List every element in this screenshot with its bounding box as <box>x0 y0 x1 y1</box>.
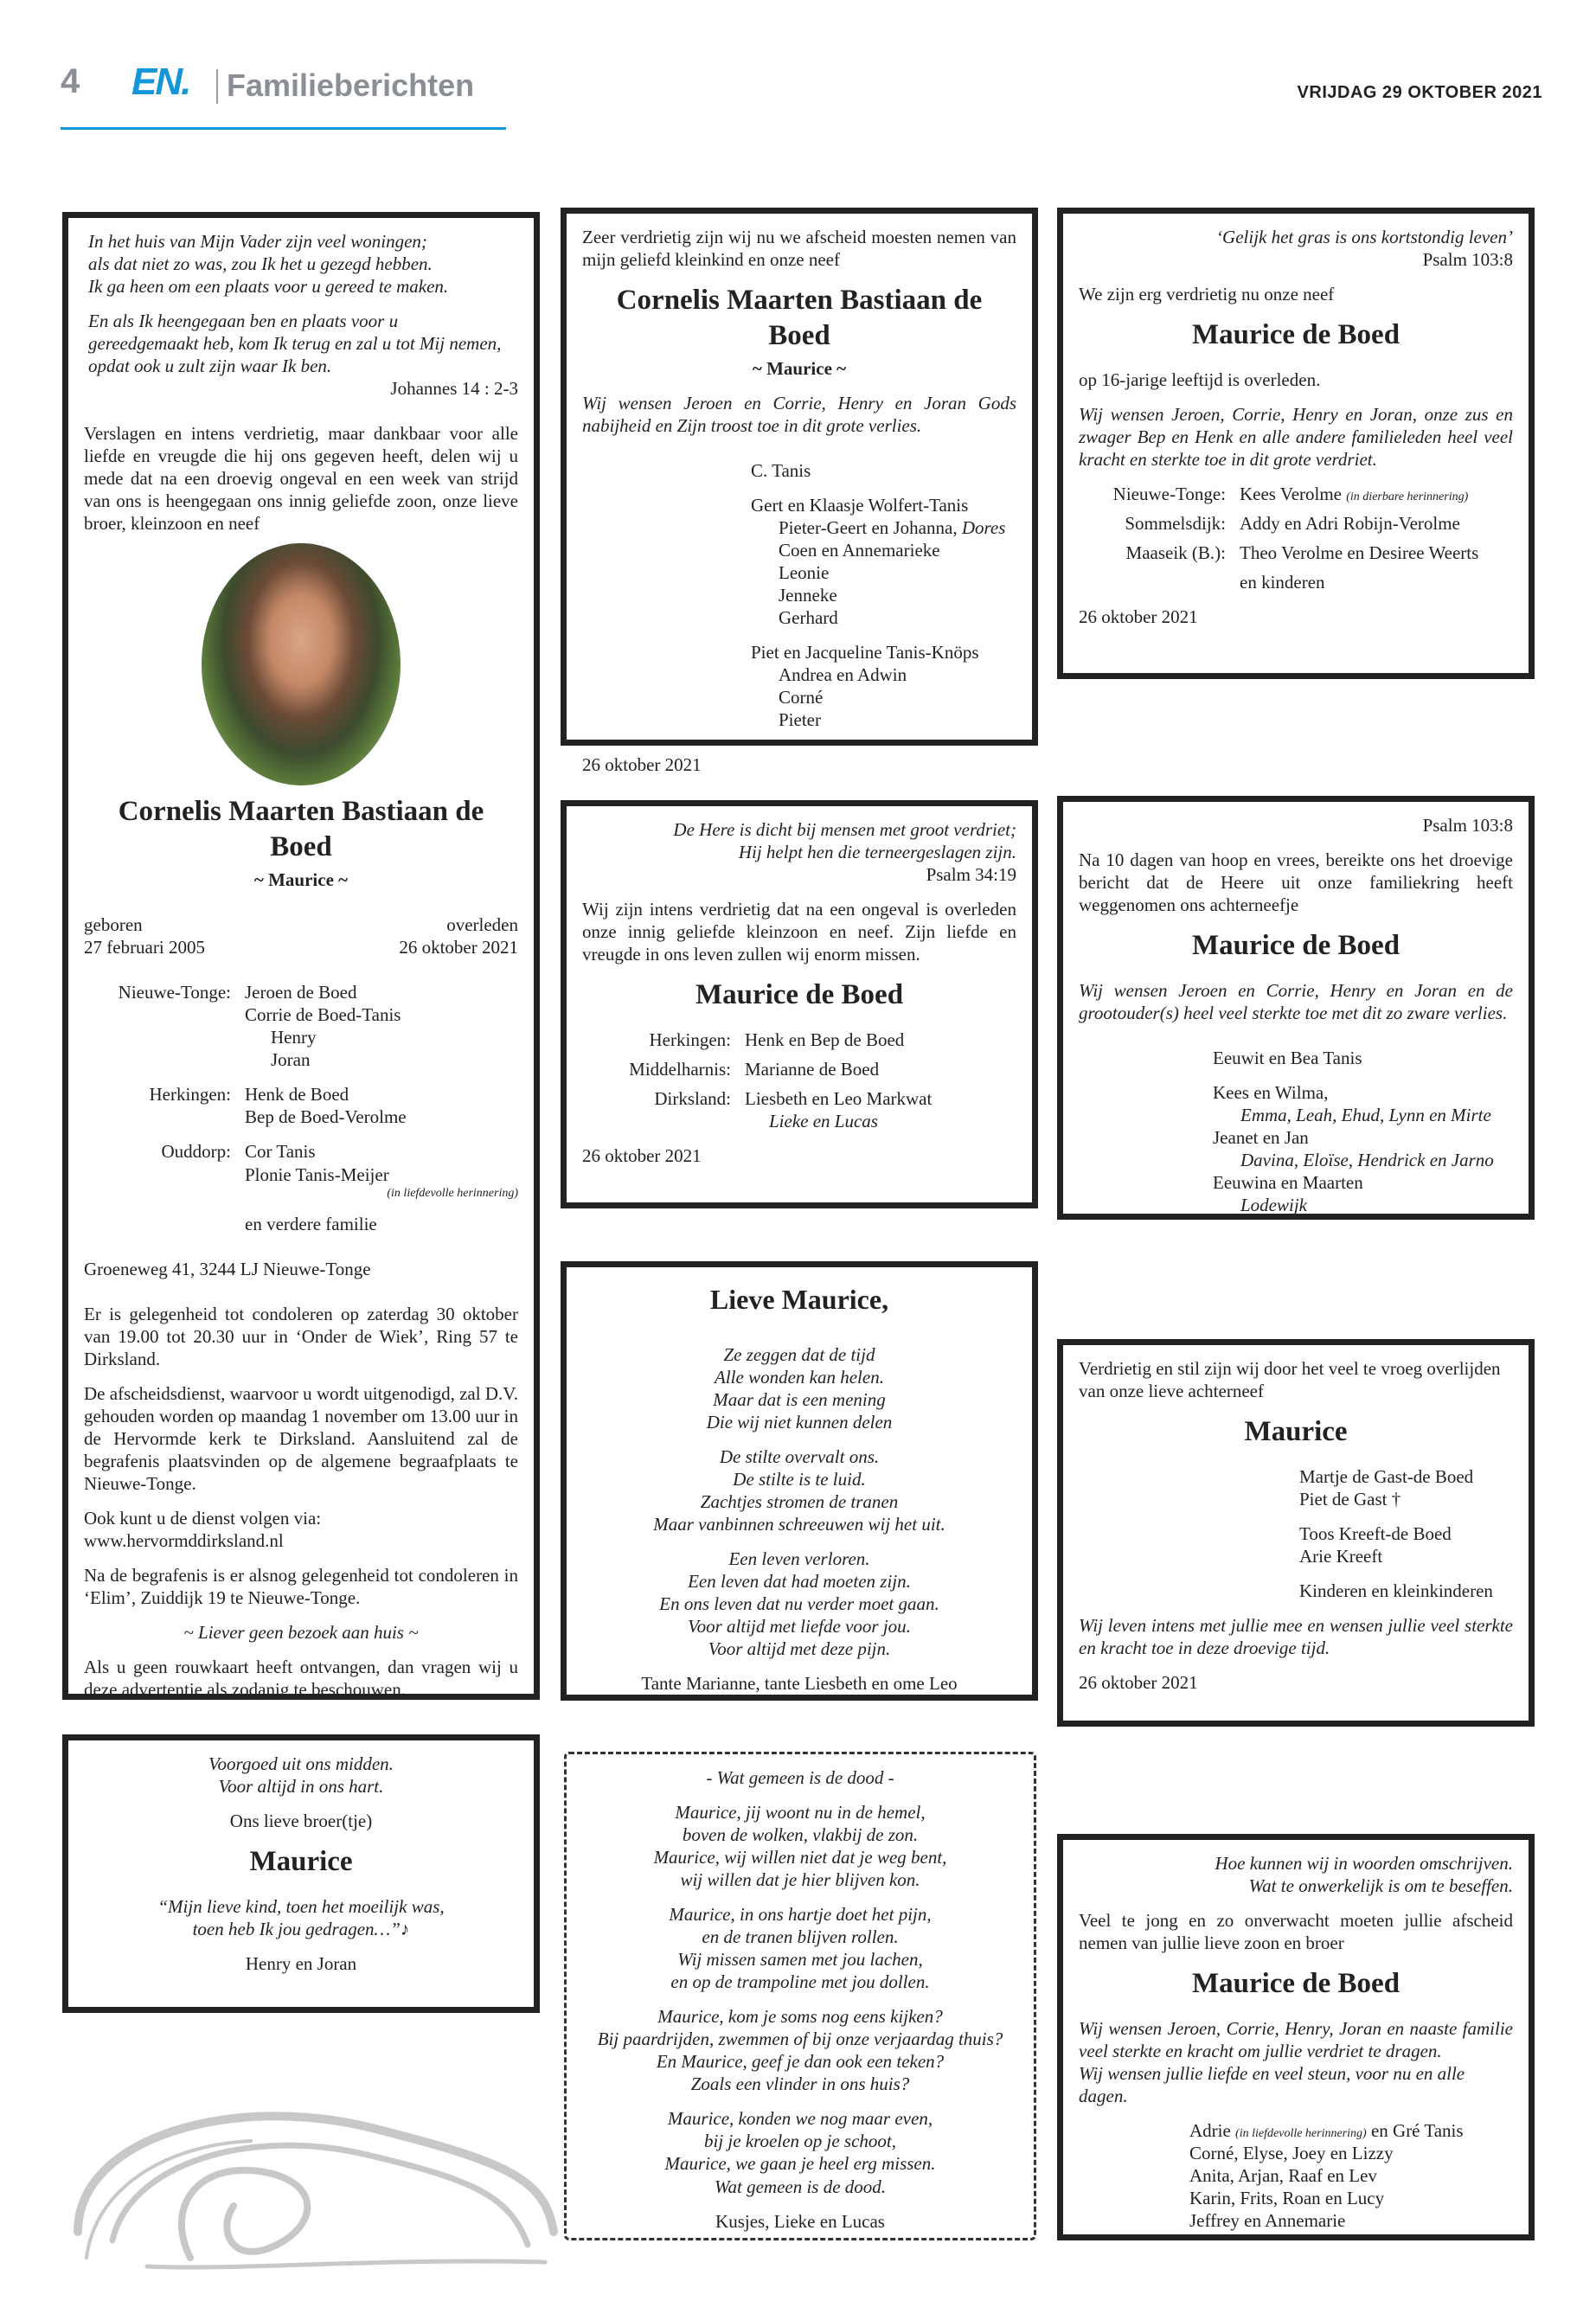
family-place: Ouddorp: <box>161 1141 231 1163</box>
poem-line: Een leven verloren. <box>728 1548 870 1569</box>
deceased-name: Maurice <box>1244 1416 1348 1448</box>
poem-line: De stilte overvalt ons. <box>719 1445 880 1467</box>
home-address: Groeneweg 41, 3244 LJ Nieuwe-Tonge <box>84 1258 371 1279</box>
decorative-swirl <box>61 2059 562 2275</box>
quote: ‘Gelijk het gras is ons kortstondig leven’ <box>1216 227 1513 247</box>
family-member: Cor Tanis <box>245 1141 316 1163</box>
born-date: 27 februari 2005 <box>84 937 205 958</box>
deceased-name: Maurice de Boed <box>1191 1968 1401 2000</box>
poem-line: De stilte is te luid. <box>733 1468 866 1490</box>
signatory: Arie Kreeft <box>1299 1546 1383 1567</box>
family-member: Jeroen de Boed <box>245 982 357 1003</box>
family-member: Henry <box>271 1027 317 1048</box>
poem-line: en op de trampoline met jou dollen. <box>670 1971 930 1993</box>
signatory: Marianne de Boed <box>745 1059 880 1080</box>
signatory-child: Corné <box>779 687 824 708</box>
poem-line: En Maurice, geef je dan ook een teken? <box>656 2051 945 2073</box>
verse-line: En als Ik heengegaan ben en plaats voor u <box>88 311 399 332</box>
notice-intro: Veel te jong en zo onverwacht moeten jullie afscheid nemen van jullie lieve zoon en broer <box>1079 1910 1513 1954</box>
poem-line: boven de wolken, vlakbij de zon. <box>682 1824 919 1846</box>
age-text: op 16-jarige leeftijd is overleden. <box>1079 369 1321 390</box>
poem-line: wij willen dat je hier blijven kon. <box>680 1869 920 1891</box>
notice-signature: Henry en Joran <box>245 1953 357 1975</box>
signatory-place: Nieuwe-Tonge: <box>1112 484 1226 505</box>
poem-line: Wij missen samen met jou lachen, <box>677 1949 923 1971</box>
poem-line: Voor altijd met deze pijn. <box>708 1638 891 1660</box>
condolence-info: Er is gelegenheid tot condoleren op zaterdag 30 oktober van 19.00 tot 20.30 uur in ‘Onder de Wiek’, Ring 57 te Dirksland. <box>84 1303 518 1370</box>
signatory-place: Middelharnis: <box>629 1059 731 1080</box>
signatory-child: Davina, Eloïse, Hendrick en Jarno <box>1240 1150 1494 1171</box>
header-rule <box>61 127 506 130</box>
signatory-row <box>1079 542 1513 593</box>
poem-line: Voor altijd met liefde voor jou. <box>688 1616 911 1638</box>
quote-line: toen heb Ik jou gedragen…”♪ <box>192 1919 410 1940</box>
poem-signature: Tante Marianne, tante Liesbeth en ome Leo <box>641 1673 958 1695</box>
notice-grandparent <box>561 208 1038 776</box>
signatory: Karin, Frits, Roan en Lucy <box>1189 2188 1385 2209</box>
verse-line: De Here is dicht bij mensen met groot verdriet; <box>673 819 1016 840</box>
en-logo[interactable]: EN. <box>131 61 190 103</box>
family-group <box>84 981 518 1071</box>
verse-reference: Psalm 34:19 <box>926 864 1016 886</box>
notice-intro: Ons lieve broer(tje) <box>229 1811 373 1832</box>
signatory: Martje de Gast-de Boed <box>1299 1465 1474 1487</box>
poem-line: Maurice, kom je soms nog eens kijken? <box>657 2006 943 2028</box>
signatory: Toos Kreeft-de Boed <box>1299 1523 1452 1545</box>
signatory: Kees en Wilma, <box>1213 1082 1329 1104</box>
signatory: C. Tanis <box>751 459 811 481</box>
signatory-child: Andrea en Adwin <box>779 664 907 686</box>
poem-wat-gemeen-is-de-dood <box>564 1752 1036 2240</box>
signatory-child: Jenneke <box>779 585 837 606</box>
poem-lieve-maurice <box>561 1261 1038 1701</box>
signatory: Liesbeth en Leo Markwat <box>745 1088 933 1110</box>
died-date: 26 oktober 2021 <box>399 937 518 958</box>
wish-text: Wij wensen Jeroen en Corrie, Henry en Joran Gods nabijheid en Zijn troost toe in dit grote verlies. <box>582 392 1016 436</box>
signatory-child-name: Pieter-Geert en Johanna, <box>779 517 958 539</box>
signatory-child: Leonie <box>779 562 830 584</box>
signatory-child: Lieke en Lucas <box>769 1111 878 1132</box>
signatory: Jeanet en Jan <box>1213 1127 1309 1149</box>
signatory-child: Pieter <box>779 709 821 731</box>
notice-tanis-family <box>1057 796 1535 1220</box>
family-group <box>84 1083 518 1128</box>
wish-text: Wij wensen Jeroen en Corrie, Henry en Joran en de grootouder(s) heel veel sterkte toe met dit zo zware verlies. <box>1079 980 1513 1024</box>
signatory <box>1189 2119 1513 2142</box>
signatory-name: en Gré Tanis <box>1370 2120 1464 2142</box>
signatory-place: Maaseik (B.): <box>1125 542 1226 564</box>
verse-line: Hij helpt hen die terneergeslagen zijn. <box>738 842 1016 863</box>
deceased-nickname: ~ Maurice ~ <box>253 869 349 891</box>
poem-line: Een leven dat had moeten zijn. <box>688 1570 911 1592</box>
family-place: Herkingen: <box>149 1084 231 1106</box>
memory-note: (in liefdevolle herinnering) <box>1235 2127 1367 2141</box>
family-member: Bep de Boed-Verolme <box>245 1106 407 1128</box>
notice-date: 26 oktober 2021 <box>582 1145 702 1167</box>
header-separator <box>216 69 218 104</box>
signatory: Piet en Jacqueline Tanis-Knöps <box>751 642 979 663</box>
family-place: Nieuwe-Tonge: <box>118 982 231 1003</box>
deceased-name: Cornelis Maarten Bastiaan de Boed <box>616 285 983 351</box>
notice-intro: Wij zijn intens verdrietig dat na een ongeval is overleden onze innig geliefde kleinzoon en neef. Zijn liefde en vreugde in ons leven zullen wij enorm missen. <box>582 899 1016 965</box>
verse-line: In het huis van Mijn Vader zijn veel woningen; <box>88 231 427 252</box>
poem-line: Alle wonden kan helen. <box>715 1366 884 1388</box>
signatory-row <box>582 1029 1016 1051</box>
signatory-child: Emma, Leah, Ehud, Lynn en Mirte <box>1240 1105 1491 1126</box>
signatory: Kees Verolme <box>1240 484 1342 505</box>
signatory-row <box>582 1087 1016 1132</box>
signatory: Corné, Elyse, Joey en Lizzy <box>1189 2143 1394 2164</box>
signatory-grandchild: Dores <box>961 517 1006 539</box>
notice-date: 26 oktober 2021 <box>582 754 702 776</box>
section-title: Familieberichten <box>227 67 475 103</box>
signatory-extra: en kinderen <box>1240 572 1325 593</box>
deceased-name: Maurice de Boed <box>695 979 904 1011</box>
notice-intro: Zeer verdrietig zijn wij nu we afscheid moesten nemen van mijn geliefd kleinkind en onze neef <box>582 227 1016 271</box>
memory-note: (in liefdevolle herinnering) <box>387 1186 518 1200</box>
signatory: Eeuwina en Maarten <box>1213 1172 1363 1194</box>
signatory: Jeffrey en Annemarie <box>1189 2210 1346 2232</box>
signatory: Theo Verolme en Desiree Weerts <box>1240 542 1479 564</box>
service-info: De afscheidsdienst, waarvoor u wordt uitgenodigd, zal D.V. gehouden worden op maandag 1 november om 13.00 uur in de Hervormde kerk te Dirksland. Aansluitend zal de begrafenis plaatsvinden op de algemene begraafplaats te Nieuwe-Tonge. <box>84 1383 518 1495</box>
deceased-name: Maurice <box>249 1846 353 1878</box>
verse-line: opdat ook u zult zijn waar Ik ben. <box>88 356 332 377</box>
poem-title: Lieve Maurice, <box>709 1284 889 1315</box>
quote-reference: Psalm 103:8 <box>1422 249 1513 271</box>
signatory: Anita, Arjan, Raaf en Lev <box>1189 2165 1377 2187</box>
page-number: 4 <box>61 62 80 100</box>
born-label: geboren <box>84 914 143 936</box>
poem-line: Maurice, jij woont nu in de hemel, <box>675 1802 926 1823</box>
wish-text: Wij leven intens met jullie mee en wensen jullie veel sterkte en kracht toe in deze droevige tijd. <box>1079 1615 1513 1659</box>
verse-line: Voor altijd in ons hart. <box>218 1776 384 1798</box>
poem-line: En ons leven dat nu verder moet gaan. <box>659 1593 939 1614</box>
signatory-place: Sommelsdijk: <box>1125 513 1226 535</box>
notice-achterneef <box>1057 1339 1535 1727</box>
notice-intro: We zijn erg verdrietig nu onze neef <box>1079 284 1335 305</box>
family-member: Corrie de Boed-Tanis <box>245 1004 401 1026</box>
quote-line: “Mijn lieve kind, toen het moeilijk was, <box>157 1896 445 1917</box>
poem-line: Ze zeggen dat de tijd <box>723 1343 875 1365</box>
signatory: Henk en Bep de Boed <box>745 1029 905 1051</box>
deceased-name: Cornelis Maarten Bastiaan de Boed <box>118 796 484 863</box>
poem-line: en de tranen blijven rollen. <box>702 1926 899 1948</box>
signatory-place: Dirksland: <box>654 1088 731 1110</box>
signatory-place: Herkingen: <box>649 1029 731 1051</box>
verse-reference: Johannes 14 : 2-3 <box>390 378 518 400</box>
notice-family-main <box>62 212 540 1700</box>
signatory-name: Adrie <box>1189 2120 1231 2142</box>
died-label: overleden <box>446 914 518 936</box>
notice-intro: Verslagen en intens verdrietig, maar dankbaar voor alle liefde en vreugde die hij ons gegeven heeft, delen wij u mede dat na een droevig ongeval en een week van strijd van ons is heengegaan ons innig geliefde zoon, onze lieve broer, kleinzoon en neef <box>84 423 518 535</box>
further-family: en verdere familie <box>245 1213 377 1234</box>
poem-title: - Wat gemeen is de dood - <box>706 1767 894 1788</box>
notice-verolme <box>1057 208 1535 679</box>
verse-line: Voorgoed uit ons midden. <box>208 1753 394 1774</box>
poem-line: Zachtjes stromen de tranen <box>700 1490 899 1512</box>
no-visit-note: ~ Liever geen bezoek aan huis ~ <box>183 1622 419 1644</box>
poem-line: Maar vanbinnen schreeuwen wij het uit. <box>653 1513 945 1535</box>
online-url[interactable]: www.hervormddirksland.nl <box>84 1530 284 1552</box>
notice-date: 26 oktober 2021 <box>1079 606 1198 628</box>
signatory-child: Coen en Annemarieke <box>779 540 940 561</box>
verse-line: Hoe kunnen wij in woorden omschrijven. <box>1215 1853 1513 1874</box>
issue-date: VRIJDAG 29 OKTOBER 2021 <box>1297 83 1542 102</box>
deceased-nickname: ~ Maurice ~ <box>752 357 847 379</box>
poem-line: Maurice, we gaan je heel erg missen. <box>664 2153 936 2175</box>
family-member: Plonie Tanis-Meijer <box>245 1163 389 1185</box>
signatory-child <box>751 516 1016 539</box>
poem-line: Maurice, konden we nog maar even, <box>667 2108 933 2130</box>
deceased-name: Maurice de Boed <box>1191 319 1401 351</box>
family-member: Joran <box>271 1049 311 1071</box>
signatory: Kinderen en kleinkinderen <box>1299 1580 1493 1602</box>
notice-intro: Na 10 dagen van hoop en vrees, bereikte ons het droevige bericht dat de Heere uit onze familiekring heeft weggenomen ons achterneefje <box>1079 849 1513 916</box>
signatory-child: Gerhard <box>779 607 838 629</box>
poem-signature: Kusjes, Lieke en Lucas <box>715 2210 885 2232</box>
verse-line: Wat te onwerkelijk is om te beseffen. <box>1248 1875 1513 1897</box>
verse-line: gereedgemaakt heb, kom Ik terug en zal u tot Mij nemen, <box>88 333 502 355</box>
psalm-reference: Psalm 103:8 <box>1422 815 1513 836</box>
poem-line: Bij paardrijden, zwemmen of bij onze verjaardag thuis? <box>597 2029 1003 2050</box>
no-card-note: Als u geen rouwkaart heeft ontvangen, dan vragen wij u deze advertentie als zodanig te beschouwen. <box>84 1657 518 1701</box>
poem-line: Zoals een vlinder in ons huis? <box>690 2073 910 2095</box>
poem-line: Maurice, wij willen niet dat je weg bent, <box>653 1847 947 1868</box>
family-member: Henk de Boed <box>245 1084 349 1106</box>
poem-line: bij je kroelen op je schoot, <box>704 2131 896 2152</box>
verse-line: als dat niet zo was, zou Ik het u gezegd hebben. <box>88 253 433 275</box>
signatory: Piet de Gast † <box>1299 1489 1401 1509</box>
poem-line: Maurice, in ons hartje doet het pijn, <box>669 1904 932 1926</box>
wish-text: Wij wensen jullie liefde en veel steun, voor nu en alle dagen. <box>1079 2063 1465 2107</box>
verse-line: Ik ga heen om een plaats voor u gereed te maken. <box>88 276 449 298</box>
poem-line: Wat gemeen is de dood. <box>714 2176 887 2197</box>
life-dates <box>84 913 518 958</box>
wish-text: Wij wensen Jeroen, Corrie, Henry, Joran en naaste familie veel sterkte en kracht om jullie verdriet te dragen. <box>1079 2018 1513 2062</box>
online-label: Ook kunt u de dienst volgen via: <box>84 1508 322 1529</box>
notice-intro: Verdrietig en stil zijn wij door het veel te vroeg overlijden van onze lieve achterneef <box>1079 1358 1501 1402</box>
signatory-child: Lodewijk <box>1240 1195 1307 1216</box>
notice-date: 26 oktober 2021 <box>1079 1672 1198 1694</box>
notice-grandparents <box>561 800 1038 1208</box>
poem-line: Die wij niet kunnen delen <box>706 1411 893 1433</box>
portrait-photo <box>202 543 401 785</box>
signatory: Gert en Klaasje Wolfert-Tanis <box>751 495 969 516</box>
memory-note: (in dierbare herinnering) <box>1346 490 1469 504</box>
signatory: Addy en Adri Robijn-Verolme <box>1240 513 1460 535</box>
notice-siblings <box>62 1734 540 2013</box>
after-funeral-info: Na de begrafenis is er alsnog gelegenheid tot condoleren in ‘Elim’, Zuiddijk 19 te Nieuwe-Tonge. <box>84 1565 518 1609</box>
deceased-name: Maurice de Boed <box>1191 930 1401 962</box>
notice-tanis-adrie <box>1057 1834 1535 2240</box>
signatory-row <box>1079 483 1513 505</box>
family-group <box>84 1140 518 1200</box>
wish-text: Wij wensen Jeroen, Corrie, Henry en Joran, onze zus en zwager Bep en Henk en alle andere familieleden heel veel kracht en sterkte toe in dit grote verdriet. <box>1079 404 1513 471</box>
signatory-row <box>582 1058 1016 1080</box>
signatory-row <box>1079 512 1513 535</box>
poem-line: Maar dat is een mening <box>713 1388 886 1410</box>
signatory: Eeuwit en Bea Tanis <box>1213 1048 1362 1069</box>
